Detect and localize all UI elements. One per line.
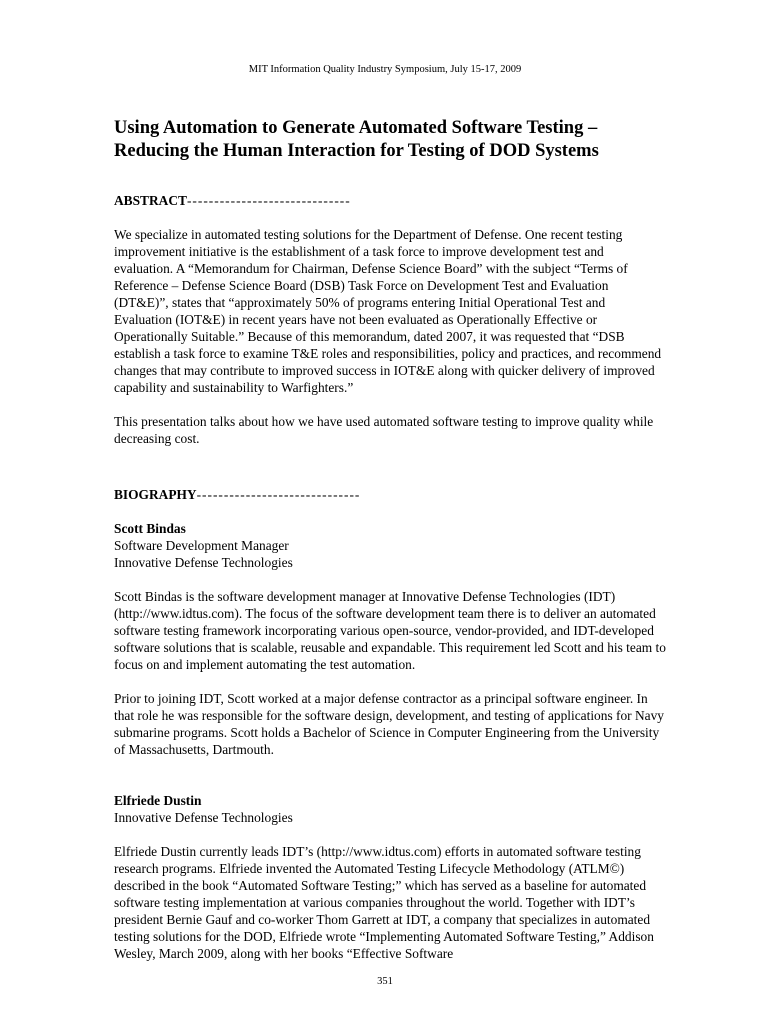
person-name: Scott Bindas <box>114 521 186 536</box>
abstract-heading-label: ABSTRACT <box>114 193 187 208</box>
biography-paragraph: Elfriede Dustin currently leads IDT’s (http://www.idtus.com) efforts in automated software testing research programs. Elfriede invented the Automated Testing Lifecycle Methodology (ATLM©) described in the book “Automated Software Testing;” which has served as a baseline for automated software testing implementation at various companies throughout the world. Together with IDT’s president Bernie Gauf and co-worker Thom Garrett at IDT, a company that specializes in automated testing solutions for the DOD, Elfriede wrote “Implementing Automated Software Testing,” Addison Wesley, March 2009, along with her books “Effective Software <box>114 844 654 961</box>
biography-heading-rule: ------------------------------ <box>196 487 361 502</box>
abstract-paragraph: We specialize in automated testing solutions for the Department of Defense. One recent testing improvement initiative is the establishment of a task force to improve development test and evaluation. A “Memorandum for Chairman, Defense Science Board” with the subject “Terms of Reference – Defense Science Board (DSB) Task Force on Development Test and Evaluation (DT&E)”, states that “approximately 50% of programs entering Initial Operational Test and Evaluation (IOT&E) in recent years have not been evaluated as Operationally Effective or Operationally Suitable.” Because of this memorandum, dated 2007, it was requested that “DSB establish a task force to examine T&E roles and responsibilities, policy and practices, and recommend changes that may contribute to improved success in IOT&E along with quicker delivery of improved capability and sustainability to Warfighters.” <box>114 227 662 395</box>
paper-body <box>114 117 666 962</box>
biography-heading <box>114 487 666 503</box>
person-organization: Innovative Defense Technologies <box>114 810 293 825</box>
running-header: MIT Information Quality Industry Symposium, July 15-17, 2009 <box>248 64 522 75</box>
abstract-heading <box>114 193 666 209</box>
abstract-heading-rule: ------------------------------ <box>186 193 351 208</box>
biography-paragraph: Scott Bindas is the software development manager at Innovative Defense Technologies (IDT) (http://www.idtus.com). The focus of the software development team there is to deliver an automated software testing framework incorporating various open-source, vendor-provided, and IDT-developed software solutions that is scalable, reusable and expandable. This requirement led Scott and his team to focus on and implement automating the test automation. <box>114 589 666 672</box>
biography-heading-label: BIOGRAPHY <box>114 487 197 502</box>
abstract-paragraph: This presentation talks about how we have used automated software testing to improve quality while decreasing cost. <box>114 414 654 446</box>
paper-title: Using Automation to Generate Automated Software Testing – Reducing the Human Interaction for Testing of DOD Systems <box>114 118 599 161</box>
biography-paragraph: Prior to joining IDT, Scott worked at a major defense contractor as a principal software engineer. In that role he was responsible for the software design, development, and testing of applications for Navy submarine programs. Scott holds a Bachelor of Science in Computer Engineering from the University of Massachusetts, Dartmouth. <box>114 691 664 757</box>
person-role: Software Development Manager <box>114 538 289 553</box>
biography-entry-bindas <box>114 520 666 758</box>
person-organization: Innovative Defense Technologies <box>114 555 293 570</box>
biography-entry-dustin <box>114 792 666 962</box>
page-number: 351 <box>377 976 393 987</box>
person-name: Elfriede Dustin <box>114 793 202 808</box>
